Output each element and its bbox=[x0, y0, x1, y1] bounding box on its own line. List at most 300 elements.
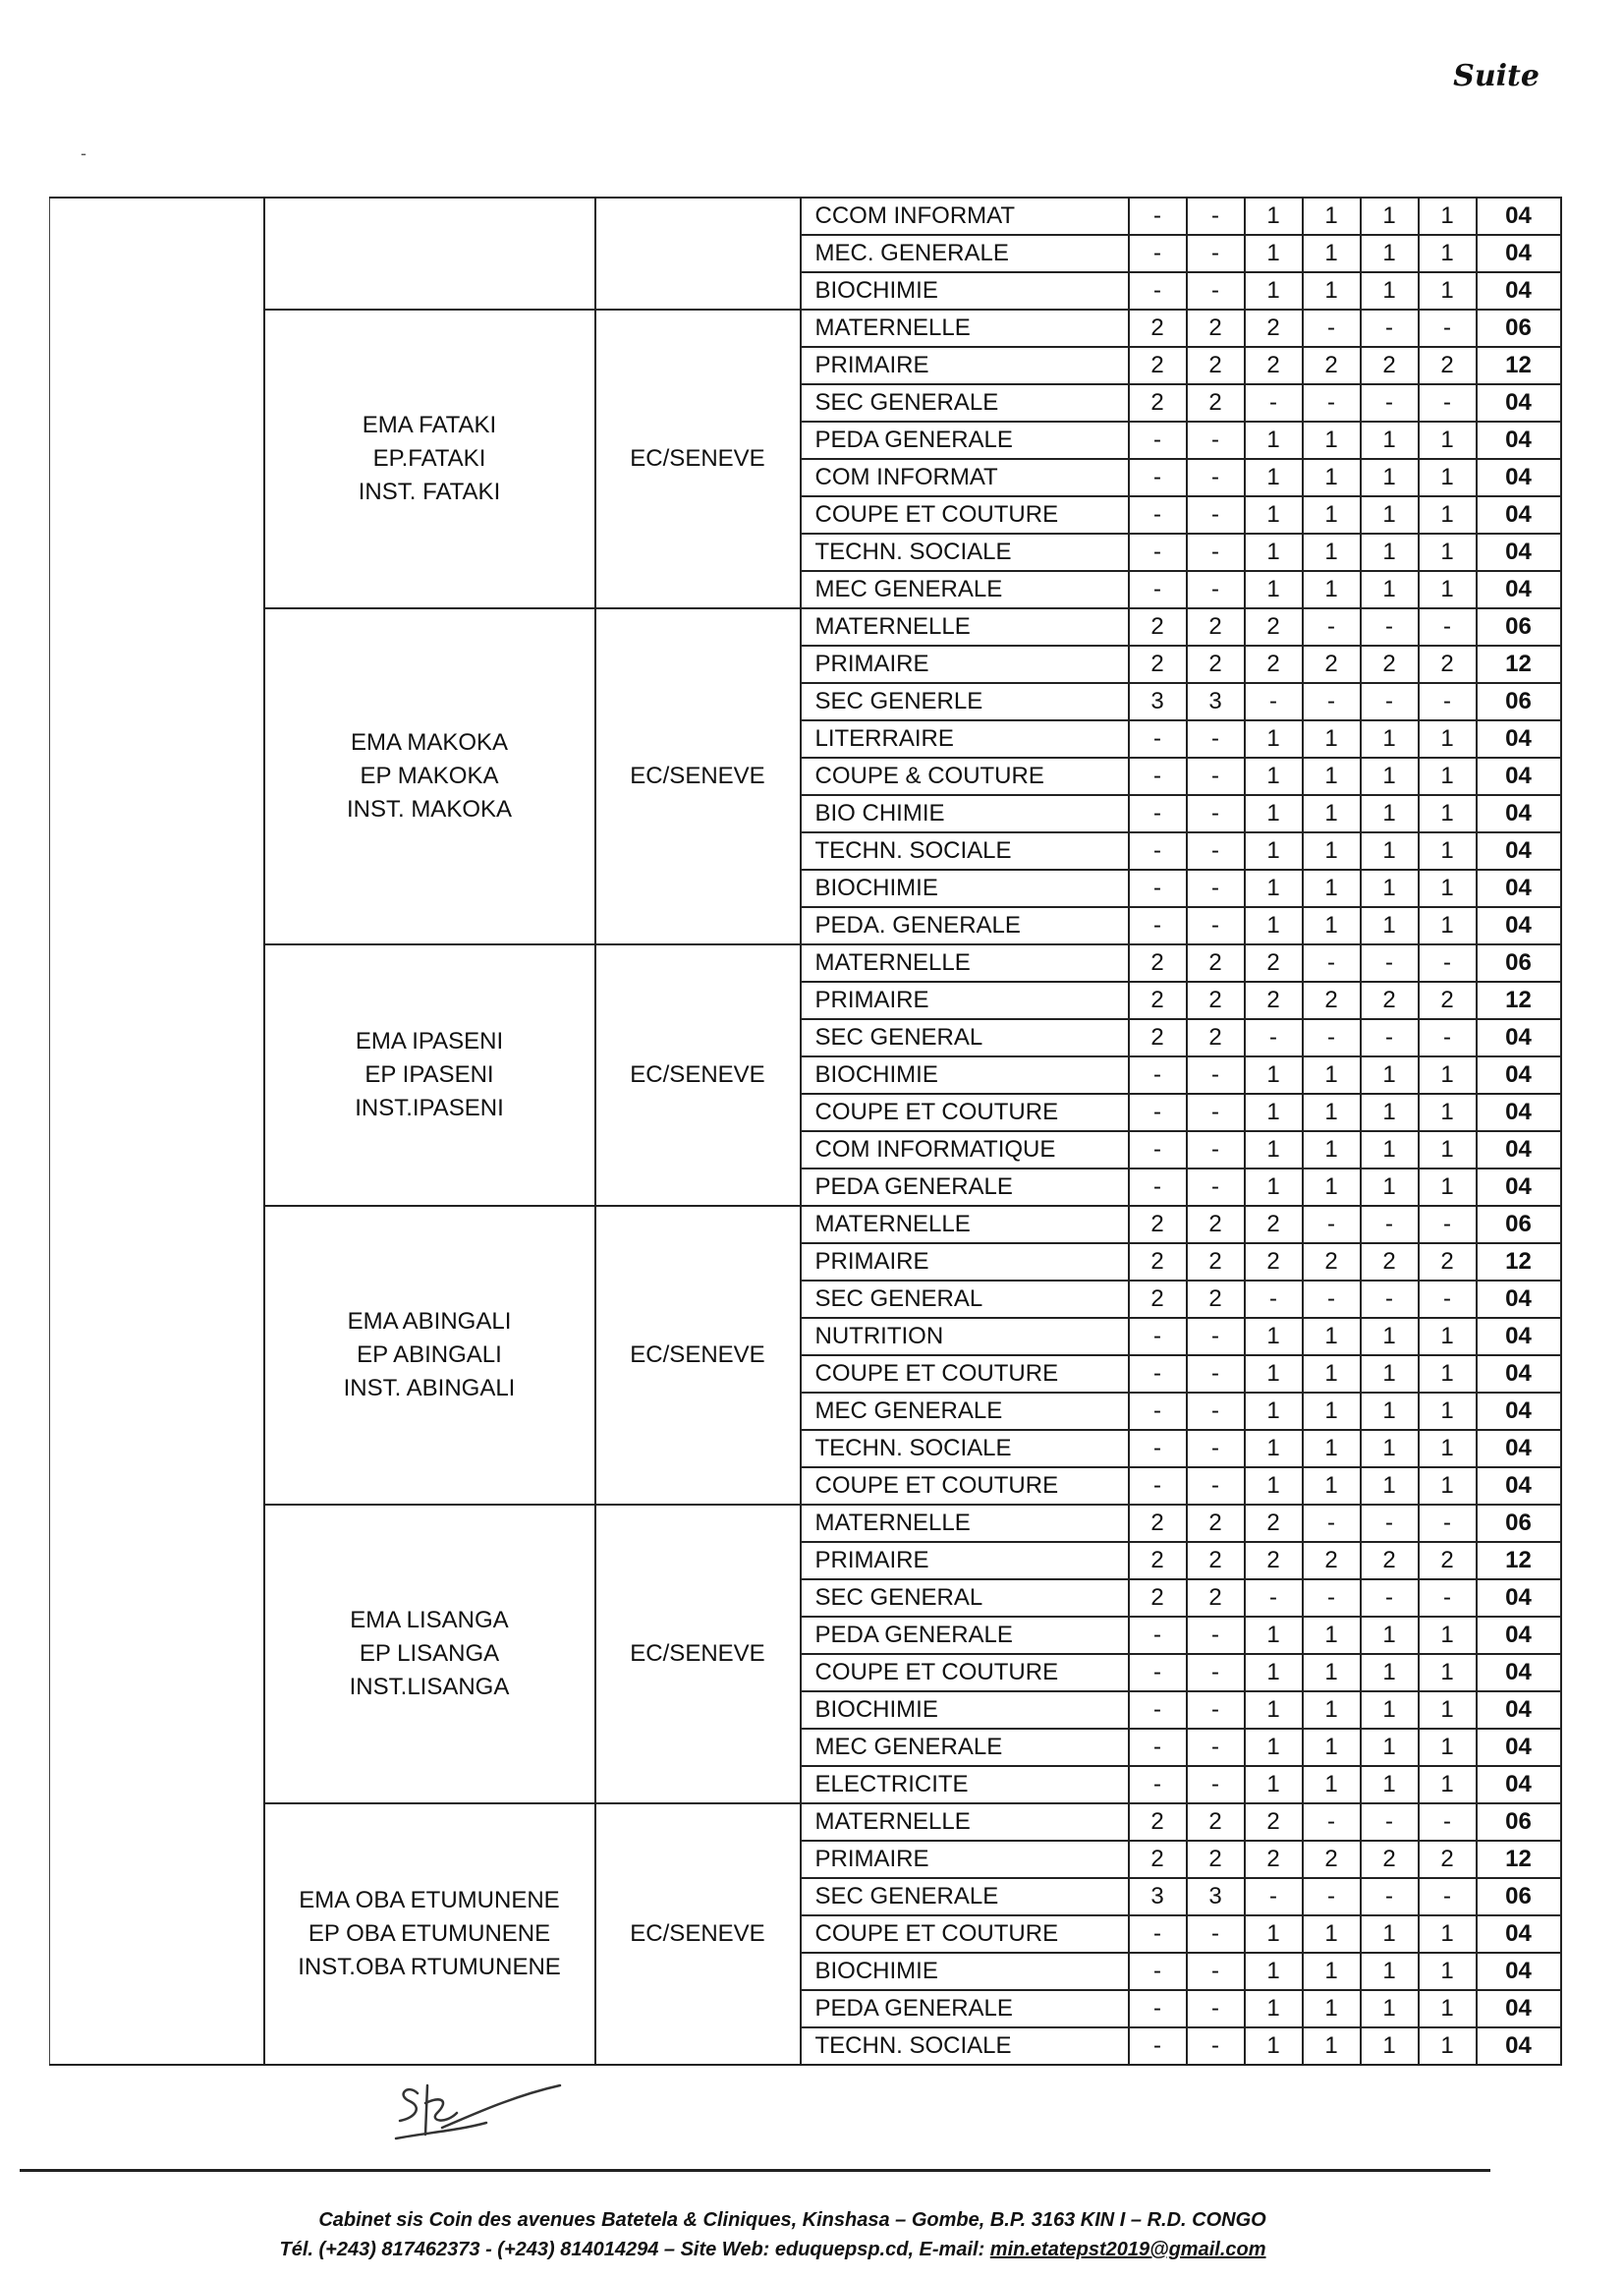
class-count-cell: 2 bbox=[1187, 646, 1245, 683]
total-cell: 04 bbox=[1477, 1056, 1561, 1094]
footer-contact bbox=[0, 2239, 1585, 2261]
class-count-cell: - bbox=[1303, 1206, 1361, 1243]
class-count-cell: 2 bbox=[1419, 982, 1477, 1019]
option-cell: BIOCHIMIE bbox=[801, 272, 1129, 310]
class-count-cell: 1 bbox=[1245, 1056, 1303, 1094]
class-count-cell: - bbox=[1187, 1318, 1245, 1355]
class-count-cell: 1 bbox=[1303, 571, 1361, 608]
class-count-cell: 1 bbox=[1419, 1430, 1477, 1467]
class-count-cell: 2 bbox=[1187, 1505, 1245, 1542]
option-cell: PRIMAIRE bbox=[801, 646, 1129, 683]
total-cell: 06 bbox=[1477, 608, 1561, 646]
class-count-cell: - bbox=[1187, 1691, 1245, 1729]
school-name-cell: EMA OBA ETUMUNENE EP OBA ETUMUNENE INST.OBA RTUMUNENE bbox=[264, 1803, 595, 2065]
class-count-cell: 1 bbox=[1245, 534, 1303, 571]
class-count-cell: 2 bbox=[1361, 1243, 1419, 1281]
class-count-cell: - bbox=[1187, 1430, 1245, 1467]
class-count-cell: 1 bbox=[1303, 198, 1361, 235]
class-count-cell: 3 bbox=[1129, 1878, 1187, 1915]
class-count-cell: - bbox=[1129, 1430, 1187, 1467]
option-cell: MATERNELLE bbox=[801, 1505, 1129, 1542]
class-count-cell: - bbox=[1129, 235, 1187, 272]
class-count-cell: - bbox=[1187, 1467, 1245, 1505]
class-count-cell: 1 bbox=[1419, 1617, 1477, 1654]
total-cell: 12 bbox=[1477, 982, 1561, 1019]
class-count-cell: 1 bbox=[1245, 1393, 1303, 1430]
class-count-cell: - bbox=[1419, 1878, 1477, 1915]
class-count-cell: 1 bbox=[1361, 496, 1419, 534]
total-cell: 04 bbox=[1477, 384, 1561, 422]
class-count-cell: 2 bbox=[1245, 1243, 1303, 1281]
total-cell: 04 bbox=[1477, 1579, 1561, 1617]
class-count-cell: - bbox=[1419, 384, 1477, 422]
option-cell: NUTRITION bbox=[801, 1318, 1129, 1355]
class-count-cell: - bbox=[1419, 1803, 1477, 1841]
option-cell: TECHN. SOCIALE bbox=[801, 832, 1129, 870]
total-cell: 04 bbox=[1477, 534, 1561, 571]
class-count-cell: 1 bbox=[1245, 1766, 1303, 1803]
network-cell: EC/SENEVE bbox=[595, 1206, 801, 1505]
class-count-cell: 1 bbox=[1245, 1131, 1303, 1168]
class-count-cell: 1 bbox=[1245, 795, 1303, 832]
option-cell: PRIMAIRE bbox=[801, 1243, 1129, 1281]
class-count-cell: 1 bbox=[1361, 1617, 1419, 1654]
class-count-cell: 1 bbox=[1419, 496, 1477, 534]
class-count-cell: 2 bbox=[1361, 1542, 1419, 1579]
class-count-cell: - bbox=[1187, 1654, 1245, 1691]
class-count-cell: - bbox=[1187, 1094, 1245, 1131]
class-count-cell: 1 bbox=[1245, 720, 1303, 758]
class-count-cell: 1 bbox=[1419, 1094, 1477, 1131]
class-count-cell: - bbox=[1129, 459, 1187, 496]
class-count-cell: 3 bbox=[1187, 683, 1245, 720]
class-count-cell: - bbox=[1361, 310, 1419, 347]
class-count-cell: 1 bbox=[1361, 1131, 1419, 1168]
class-count-cell: - bbox=[1187, 1617, 1245, 1654]
total-cell: 12 bbox=[1477, 1841, 1561, 1878]
class-count-cell: - bbox=[1361, 1505, 1419, 1542]
option-cell: SEC GENERAL bbox=[801, 1019, 1129, 1056]
total-cell: 06 bbox=[1477, 1505, 1561, 1542]
class-count-cell: - bbox=[1303, 944, 1361, 982]
class-count-cell: 2 bbox=[1187, 1019, 1245, 1056]
class-count-cell: - bbox=[1187, 422, 1245, 459]
class-count-cell: 1 bbox=[1419, 720, 1477, 758]
class-count-cell: 2 bbox=[1245, 1841, 1303, 1878]
class-count-cell: 1 bbox=[1245, 272, 1303, 310]
class-count-cell: 1 bbox=[1303, 795, 1361, 832]
class-count-cell: 2 bbox=[1187, 384, 1245, 422]
class-count-cell: 2 bbox=[1187, 982, 1245, 1019]
total-cell: 04 bbox=[1477, 198, 1561, 235]
class-count-cell: 1 bbox=[1419, 422, 1477, 459]
class-count-cell: - bbox=[1245, 1878, 1303, 1915]
margin-mark: - bbox=[81, 143, 86, 163]
total-cell: 04 bbox=[1477, 571, 1561, 608]
class-count-cell: - bbox=[1187, 1355, 1245, 1393]
class-count-cell: - bbox=[1129, 1393, 1187, 1430]
class-count-cell: 1 bbox=[1419, 459, 1477, 496]
total-cell: 04 bbox=[1477, 1393, 1561, 1430]
class-count-cell: - bbox=[1129, 1766, 1187, 1803]
option-cell: MATERNELLE bbox=[801, 1206, 1129, 1243]
class-count-cell: - bbox=[1187, 907, 1245, 944]
class-count-cell: 1 bbox=[1419, 870, 1477, 907]
class-count-cell: - bbox=[1187, 832, 1245, 870]
class-count-cell: - bbox=[1361, 608, 1419, 646]
total-cell: 12 bbox=[1477, 1243, 1561, 1281]
class-count-cell: 2 bbox=[1245, 608, 1303, 646]
class-count-cell: 1 bbox=[1303, 1056, 1361, 1094]
class-count-cell: 1 bbox=[1361, 1393, 1419, 1430]
option-cell: PEDA GENERALE bbox=[801, 1168, 1129, 1206]
option-cell: PRIMAIRE bbox=[801, 1841, 1129, 1878]
table-row bbox=[50, 1505, 1561, 1542]
total-cell: 04 bbox=[1477, 720, 1561, 758]
class-count-cell: 1 bbox=[1419, 1915, 1477, 1953]
class-count-cell: 2 bbox=[1245, 347, 1303, 384]
class-count-cell: 1 bbox=[1419, 272, 1477, 310]
class-count-cell: - bbox=[1129, 1953, 1187, 1990]
network-cell: EC/SENEVE bbox=[595, 1803, 801, 2065]
class-count-cell: 1 bbox=[1303, 1915, 1361, 1953]
class-count-cell: - bbox=[1419, 1281, 1477, 1318]
class-count-cell: 1 bbox=[1303, 1467, 1361, 1505]
class-count-cell: - bbox=[1129, 1467, 1187, 1505]
class-count-cell: 2 bbox=[1187, 1243, 1245, 1281]
class-count-cell: 1 bbox=[1245, 1355, 1303, 1393]
class-count-cell: 2 bbox=[1129, 1243, 1187, 1281]
class-count-cell: 2 bbox=[1419, 347, 1477, 384]
option-cell: TECHN. SOCIALE bbox=[801, 1430, 1129, 1467]
option-cell: COUPE ET COUTURE bbox=[801, 1355, 1129, 1393]
class-count-cell: - bbox=[1245, 1281, 1303, 1318]
class-count-cell: 2 bbox=[1361, 1841, 1419, 1878]
class-count-cell: - bbox=[1303, 310, 1361, 347]
total-cell: 04 bbox=[1477, 1953, 1561, 1990]
class-count-cell: 2 bbox=[1419, 646, 1477, 683]
class-count-cell: - bbox=[1245, 384, 1303, 422]
class-count-cell: 1 bbox=[1419, 1355, 1477, 1393]
class-count-cell: 1 bbox=[1419, 1056, 1477, 1094]
class-count-cell: - bbox=[1187, 459, 1245, 496]
class-count-cell: 1 bbox=[1303, 1617, 1361, 1654]
option-cell: COUPE & COUTURE bbox=[801, 758, 1129, 795]
class-count-cell: 2 bbox=[1129, 1803, 1187, 1841]
class-count-cell: 1 bbox=[1245, 907, 1303, 944]
class-count-cell: - bbox=[1187, 795, 1245, 832]
class-count-cell: 1 bbox=[1245, 1094, 1303, 1131]
total-cell: 04 bbox=[1477, 1168, 1561, 1206]
class-count-cell: 1 bbox=[1361, 1990, 1419, 2027]
class-count-cell: - bbox=[1361, 1579, 1419, 1617]
class-count-cell: 1 bbox=[1419, 198, 1477, 235]
option-cell: BIOCHIMIE bbox=[801, 1056, 1129, 1094]
option-cell: SEC GENERALE bbox=[801, 384, 1129, 422]
class-count-cell: 1 bbox=[1419, 235, 1477, 272]
class-count-cell: 2 bbox=[1419, 1841, 1477, 1878]
class-count-cell: 1 bbox=[1361, 534, 1419, 571]
class-count-cell: - bbox=[1303, 384, 1361, 422]
class-count-cell: 1 bbox=[1361, 1915, 1419, 1953]
class-count-cell: 1 bbox=[1245, 870, 1303, 907]
class-count-cell: - bbox=[1419, 683, 1477, 720]
class-count-cell: - bbox=[1303, 1505, 1361, 1542]
class-count-cell: 1 bbox=[1245, 1729, 1303, 1766]
total-cell: 04 bbox=[1477, 1990, 1561, 2027]
class-count-cell: 1 bbox=[1361, 198, 1419, 235]
class-count-cell: - bbox=[1129, 272, 1187, 310]
class-count-cell: 1 bbox=[1303, 1766, 1361, 1803]
class-count-cell: 1 bbox=[1303, 422, 1361, 459]
class-count-cell: - bbox=[1303, 1019, 1361, 1056]
class-count-cell: 3 bbox=[1187, 1878, 1245, 1915]
table-row bbox=[50, 198, 1561, 235]
class-count-cell: 1 bbox=[1361, 1168, 1419, 1206]
class-count-cell: - bbox=[1419, 608, 1477, 646]
class-count-cell: 1 bbox=[1245, 1691, 1303, 1729]
class-count-cell: - bbox=[1187, 272, 1245, 310]
class-count-cell: 2 bbox=[1245, 1505, 1303, 1542]
network-cell: EC/SENEVE bbox=[595, 944, 801, 1206]
table-row bbox=[50, 310, 1561, 347]
class-count-cell: 1 bbox=[1361, 758, 1419, 795]
class-count-cell: - bbox=[1187, 1766, 1245, 1803]
total-cell: 12 bbox=[1477, 646, 1561, 683]
class-count-cell: 1 bbox=[1303, 907, 1361, 944]
total-cell: 04 bbox=[1477, 272, 1561, 310]
class-count-cell: 2 bbox=[1303, 1841, 1361, 1878]
class-count-cell: 2 bbox=[1419, 1542, 1477, 1579]
class-count-cell: 1 bbox=[1303, 1654, 1361, 1691]
option-cell: COUPE ET COUTURE bbox=[801, 1915, 1129, 1953]
class-count-cell: 2 bbox=[1129, 310, 1187, 347]
total-cell: 04 bbox=[1477, 1617, 1561, 1654]
option-cell: TECHN. SOCIALE bbox=[801, 534, 1129, 571]
class-count-cell: 2 bbox=[1245, 944, 1303, 982]
class-count-cell: 1 bbox=[1361, 1430, 1419, 1467]
class-count-cell: - bbox=[1129, 795, 1187, 832]
class-count-cell: 2 bbox=[1361, 646, 1419, 683]
option-cell: PEDA GENERALE bbox=[801, 422, 1129, 459]
class-count-cell: 1 bbox=[1419, 1953, 1477, 1990]
option-cell: MEC GENERALE bbox=[801, 571, 1129, 608]
class-count-cell: - bbox=[1245, 683, 1303, 720]
class-count-cell: 2 bbox=[1187, 310, 1245, 347]
option-cell: BIOCHIMIE bbox=[801, 1953, 1129, 1990]
class-count-cell: - bbox=[1129, 496, 1187, 534]
class-count-cell: - bbox=[1129, 1691, 1187, 1729]
footer-email-link[interactable]: min.etatepst2019@gmail.com bbox=[989, 2239, 1266, 2260]
option-cell: COUPE ET COUTURE bbox=[801, 1094, 1129, 1131]
class-count-cell: 2 bbox=[1187, 1579, 1245, 1617]
network-cell: EC/SENEVE bbox=[595, 1505, 801, 1803]
class-count-cell: 1 bbox=[1419, 795, 1477, 832]
class-count-cell: 2 bbox=[1129, 1281, 1187, 1318]
class-count-cell: - bbox=[1187, 235, 1245, 272]
total-cell: 04 bbox=[1477, 1766, 1561, 1803]
option-cell: MEC GENERALE bbox=[801, 1729, 1129, 1766]
class-count-cell: - bbox=[1129, 1131, 1187, 1168]
class-count-cell: 1 bbox=[1361, 272, 1419, 310]
class-count-cell: 2 bbox=[1129, 1019, 1187, 1056]
option-cell: PEDA. GENERALE bbox=[801, 907, 1129, 944]
class-count-cell: - bbox=[1419, 1505, 1477, 1542]
class-count-cell: 2 bbox=[1245, 1542, 1303, 1579]
option-cell: SEC GENERAL bbox=[801, 1281, 1129, 1318]
class-count-cell: - bbox=[1129, 1990, 1187, 2027]
class-count-cell: - bbox=[1129, 571, 1187, 608]
class-count-cell: - bbox=[1129, 870, 1187, 907]
table-row bbox=[50, 1206, 1561, 1243]
class-count-cell: - bbox=[1419, 310, 1477, 347]
option-cell: COM INFORMAT bbox=[801, 459, 1129, 496]
class-count-cell: 1 bbox=[1419, 1131, 1477, 1168]
class-count-cell: - bbox=[1303, 1803, 1361, 1841]
option-cell: MEC GENERALE bbox=[801, 1393, 1129, 1430]
class-count-cell: 2 bbox=[1303, 1542, 1361, 1579]
option-cell: MATERNELLE bbox=[801, 310, 1129, 347]
class-count-cell: - bbox=[1129, 1654, 1187, 1691]
class-count-cell: 1 bbox=[1361, 235, 1419, 272]
class-count-cell: 2 bbox=[1187, 1542, 1245, 1579]
class-count-cell: - bbox=[1187, 571, 1245, 608]
class-count-cell: 1 bbox=[1361, 1654, 1419, 1691]
class-count-cell: 1 bbox=[1245, 1430, 1303, 1467]
option-cell: SEC GENERLE bbox=[801, 683, 1129, 720]
total-cell: 04 bbox=[1477, 832, 1561, 870]
total-cell: 04 bbox=[1477, 907, 1561, 944]
total-cell: 04 bbox=[1477, 2027, 1561, 2065]
class-count-cell: 1 bbox=[1419, 1729, 1477, 1766]
class-count-cell: 1 bbox=[1303, 459, 1361, 496]
class-count-cell: 1 bbox=[1303, 1355, 1361, 1393]
class-count-cell: 1 bbox=[1303, 1318, 1361, 1355]
class-count-cell: 2 bbox=[1129, 1841, 1187, 1878]
class-count-cell: - bbox=[1129, 1355, 1187, 1393]
class-count-cell: - bbox=[1361, 944, 1419, 982]
class-count-cell: 2 bbox=[1245, 646, 1303, 683]
class-count-cell: 1 bbox=[1303, 1691, 1361, 1729]
class-count-cell: - bbox=[1303, 1281, 1361, 1318]
class-count-cell: 1 bbox=[1419, 907, 1477, 944]
class-count-cell: 1 bbox=[1303, 1729, 1361, 1766]
class-count-cell: 1 bbox=[1245, 1617, 1303, 1654]
total-cell: 04 bbox=[1477, 1019, 1561, 1056]
class-count-cell: - bbox=[1245, 1019, 1303, 1056]
footer-address: Cabinet sis Coin des avenues Batetela & Cliniques, Kinshasa – Gombe, B.P. 3163 KIN I – R.D. CONGO bbox=[318, 2209, 1266, 2231]
total-cell: 04 bbox=[1477, 758, 1561, 795]
class-count-cell: 1 bbox=[1245, 1654, 1303, 1691]
total-cell: 06 bbox=[1477, 1206, 1561, 1243]
class-count-cell: - bbox=[1187, 198, 1245, 235]
option-cell: BIOCHIMIE bbox=[801, 1691, 1129, 1729]
class-count-cell: 1 bbox=[1361, 870, 1419, 907]
class-count-cell: 2 bbox=[1129, 944, 1187, 982]
option-cell: COUPE ET COUTURE bbox=[801, 1654, 1129, 1691]
class-count-cell: 2 bbox=[1245, 1803, 1303, 1841]
class-count-cell: 2 bbox=[1129, 384, 1187, 422]
total-cell: 04 bbox=[1477, 1094, 1561, 1131]
class-count-cell: 1 bbox=[1419, 1691, 1477, 1729]
class-count-cell: - bbox=[1187, 720, 1245, 758]
option-cell: MATERNELLE bbox=[801, 944, 1129, 982]
class-count-cell: 1 bbox=[1419, 1990, 1477, 2027]
class-count-cell: 2 bbox=[1129, 982, 1187, 1019]
option-cell: COUPE ET COUTURE bbox=[801, 1467, 1129, 1505]
option-cell: MATERNELLE bbox=[801, 608, 1129, 646]
class-count-cell: - bbox=[1187, 1990, 1245, 2027]
class-count-cell: 1 bbox=[1245, 832, 1303, 870]
suite-label: Suite bbox=[1453, 59, 1540, 93]
class-count-cell: 1 bbox=[1303, 272, 1361, 310]
class-count-cell: 2 bbox=[1419, 1243, 1477, 1281]
class-count-cell: - bbox=[1129, 720, 1187, 758]
footer-divider bbox=[20, 2169, 1490, 2172]
total-cell: 04 bbox=[1477, 422, 1561, 459]
total-cell: 04 bbox=[1477, 1318, 1561, 1355]
class-count-cell: - bbox=[1187, 534, 1245, 571]
class-count-cell: 1 bbox=[1361, 1094, 1419, 1131]
total-cell: 04 bbox=[1477, 1729, 1561, 1766]
school-name-cell: EMA MAKOKA EP MAKOKA INST. MAKOKA bbox=[264, 608, 595, 944]
class-count-cell: - bbox=[1303, 683, 1361, 720]
class-count-cell: 1 bbox=[1245, 1953, 1303, 1990]
class-count-cell: - bbox=[1129, 1056, 1187, 1094]
total-cell: 04 bbox=[1477, 1467, 1561, 1505]
class-count-cell: - bbox=[1129, 2027, 1187, 2065]
option-cell: SEC GENERAL bbox=[801, 1579, 1129, 1617]
class-count-cell: 1 bbox=[1361, 2027, 1419, 2065]
class-count-cell: 1 bbox=[1303, 235, 1361, 272]
class-count-cell: 2 bbox=[1129, 646, 1187, 683]
total-cell: 04 bbox=[1477, 1131, 1561, 1168]
class-count-cell: 1 bbox=[1419, 1393, 1477, 1430]
class-count-cell: - bbox=[1187, 1168, 1245, 1206]
option-cell: MEC. GENERALE bbox=[801, 235, 1129, 272]
class-count-cell: 1 bbox=[1419, 1654, 1477, 1691]
class-count-cell: - bbox=[1129, 758, 1187, 795]
class-count-cell: 1 bbox=[1361, 1691, 1419, 1729]
schools-table bbox=[49, 197, 1562, 2066]
class-count-cell: 2 bbox=[1245, 982, 1303, 1019]
class-count-cell: - bbox=[1303, 1579, 1361, 1617]
total-cell: 04 bbox=[1477, 1281, 1561, 1318]
table-row bbox=[50, 608, 1561, 646]
class-count-cell: - bbox=[1419, 1019, 1477, 1056]
class-count-cell: - bbox=[1129, 832, 1187, 870]
class-count-cell: 1 bbox=[1303, 1168, 1361, 1206]
table-row bbox=[50, 1803, 1561, 1841]
option-cell: MATERNELLE bbox=[801, 1803, 1129, 1841]
school-name-cell: EMA FATAKI EP.FATAKI INST. FATAKI bbox=[264, 310, 595, 608]
total-cell: 06 bbox=[1477, 310, 1561, 347]
class-count-cell: 1 bbox=[1361, 907, 1419, 944]
option-cell: COM INFORMATIQUE bbox=[801, 1131, 1129, 1168]
total-cell: 04 bbox=[1477, 496, 1561, 534]
school-name-cell: EMA IPASENI EP IPASENI INST.IPASENI bbox=[264, 944, 595, 1206]
class-count-cell: - bbox=[1187, 1953, 1245, 1990]
class-count-cell: 1 bbox=[1303, 496, 1361, 534]
total-cell: 04 bbox=[1477, 1654, 1561, 1691]
class-count-cell: 1 bbox=[1361, 832, 1419, 870]
class-count-cell: 1 bbox=[1303, 758, 1361, 795]
class-count-cell: 1 bbox=[1303, 1430, 1361, 1467]
class-count-cell: 1 bbox=[1303, 870, 1361, 907]
class-count-cell: - bbox=[1361, 384, 1419, 422]
class-count-cell: 1 bbox=[1419, 1766, 1477, 1803]
total-cell: 04 bbox=[1477, 795, 1561, 832]
